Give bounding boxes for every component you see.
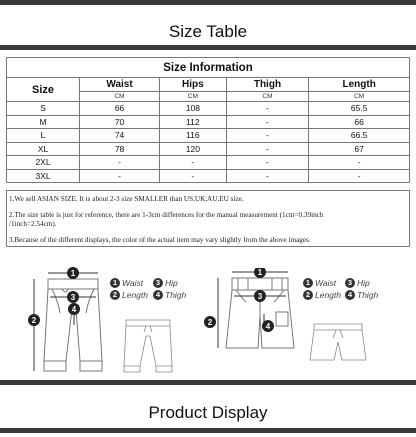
table-cell: 2XL (7, 156, 80, 170)
legend-label: Length (122, 289, 148, 300)
marker-number: 4 (265, 322, 271, 331)
marker-number: 1 (70, 269, 76, 278)
unit-thigh: CM (226, 92, 309, 102)
column-header-hips: Hips (160, 78, 226, 92)
table-cell: - (226, 169, 309, 183)
number-badge-icon: 1 (110, 278, 120, 288)
table-cell: 78 (80, 142, 160, 156)
measurement-legend-left (110, 277, 200, 307)
section-title-product-display: Product Display (148, 403, 268, 422)
table-cell: - (226, 102, 309, 116)
table-cell: - (160, 156, 226, 170)
long-pants-thumbnail-icon (118, 318, 178, 376)
legend-label: Waist (122, 277, 144, 288)
table-row (7, 142, 410, 156)
table-cell: - (309, 169, 410, 183)
number-badge-icon: 4 (345, 290, 355, 300)
table-row (7, 169, 410, 183)
table-cell: - (226, 142, 309, 156)
table-cell: S (7, 102, 80, 116)
table-row (7, 129, 410, 143)
legend-item-hip (153, 277, 178, 288)
number-badge-icon: 4 (153, 290, 163, 300)
note-reference: 2.The size table is just for reference, there are 1-3cm differences for the manual measurement (1cm=0.39inch (9, 211, 324, 219)
unit-length: CM (309, 92, 410, 102)
marker-number: 2 (31, 316, 37, 325)
legend-item-length (303, 289, 341, 300)
table-cell: - (80, 169, 160, 183)
legend-item-length (110, 289, 148, 300)
table-cell: - (226, 156, 309, 170)
column-header-thigh: Thigh (226, 78, 309, 92)
table-cell: 108 (160, 102, 226, 116)
table-cell: XL (7, 142, 80, 156)
table-title: Size Information (7, 58, 410, 78)
legend-item-waist (303, 277, 336, 288)
legend-label: Hip (165, 277, 178, 288)
legend-label: Thigh (165, 289, 187, 300)
legend-label: Waist (315, 277, 337, 288)
table-cell: - (309, 156, 410, 170)
table-cell: - (80, 156, 160, 170)
column-header-length: Length (309, 78, 410, 92)
footer-divider (0, 380, 416, 385)
table-cell: 74 (80, 129, 160, 143)
top-bar (0, 0, 416, 5)
number-badge-icon: 2 (110, 290, 120, 300)
legend-item-thigh (345, 289, 378, 300)
table-cell: 70 (80, 115, 160, 129)
measurement-legend-right (303, 277, 403, 307)
table-cell: 66 (80, 102, 160, 116)
table-cell: 116 (160, 129, 226, 143)
unit-hips: CM (160, 92, 226, 102)
size-column-header: Size (7, 78, 80, 102)
legend-label: Thigh (357, 289, 379, 300)
page-title: Size Table (168, 22, 248, 41)
table-row (7, 115, 410, 129)
legend-item-thigh (153, 289, 186, 300)
column-header-waist: Waist (80, 78, 160, 92)
marker-number: 1 (257, 268, 263, 277)
legend-item-waist (110, 277, 143, 288)
marker-number: 3 (257, 292, 263, 301)
table-cell: 66 (309, 115, 410, 129)
number-badge-icon: 3 (345, 278, 355, 288)
table-cell: 112 (160, 115, 226, 129)
table-cell: L (7, 129, 80, 143)
table-cell: M (7, 115, 80, 129)
table-cell: 67 (309, 142, 410, 156)
legend-label: Hip (357, 277, 370, 288)
shorts-thumbnail-icon (306, 322, 370, 366)
table-cell: 3XL (7, 169, 80, 183)
table-cell: 66.5 (309, 129, 410, 143)
table-cell: - (226, 115, 309, 129)
table-cell: 65.5 (309, 102, 410, 116)
marker-number: 2 (207, 318, 213, 327)
number-badge-icon: 1 (303, 278, 313, 288)
table-cell: - (226, 129, 309, 143)
note-asian-size: 1.We sell ASIAN SIZE. It is about 2-3 size SMALLER than US,UK,AU,EU size. (9, 195, 244, 203)
shorts-illustration (202, 268, 312, 368)
table-cell: - (160, 169, 226, 183)
number-badge-icon: 3 (153, 278, 163, 288)
number-badge-icon: 2 (303, 290, 313, 300)
table-row (7, 156, 410, 170)
marker-number: 4 (71, 305, 77, 314)
size-table (6, 57, 410, 183)
note-color: 3.Because of the different displays, the color of the actual item may vary slightly from the above images. (9, 236, 311, 244)
legend-item-hip (345, 277, 370, 288)
legend-label: Length (315, 289, 341, 300)
notes-box (6, 190, 410, 247)
header-divider (0, 45, 416, 50)
marker-number: 3 (70, 293, 76, 302)
table-cell: 120 (160, 142, 226, 156)
note-reference-cont: /1inch=2.54cm). (9, 220, 57, 228)
table-row (7, 102, 410, 116)
unit-waist: CM (80, 92, 160, 102)
bottom-bar (0, 428, 416, 433)
